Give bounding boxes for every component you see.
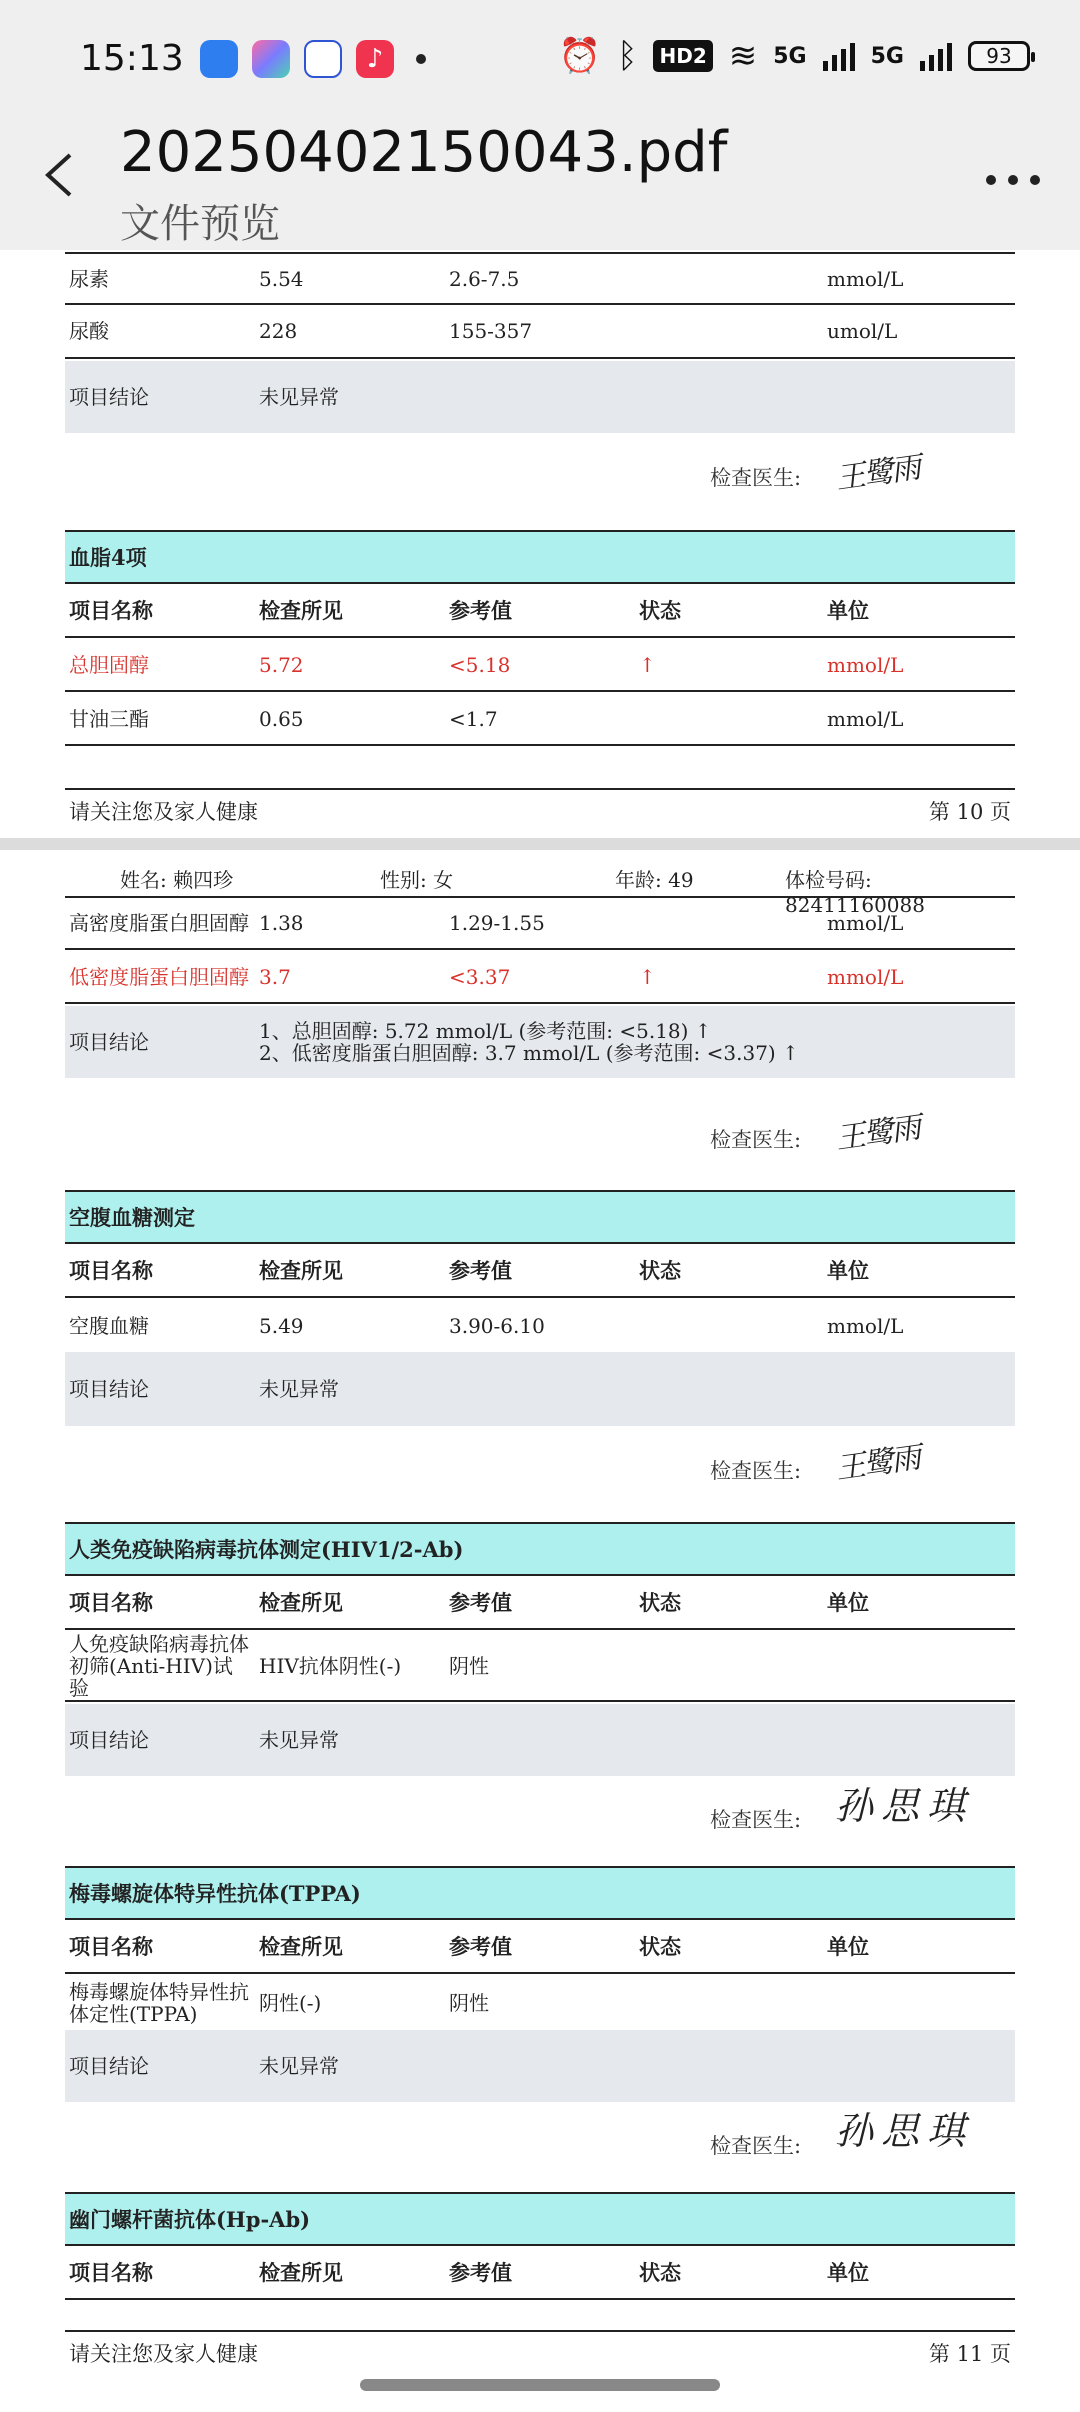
- column-header: 参考值: [449, 2260, 512, 2285]
- network-type-label: 5G: [773, 43, 807, 69]
- doctor-label: 检查医生:: [710, 2134, 802, 2158]
- item-unit: mmol/L: [827, 707, 904, 731]
- column-header: 参考值: [449, 598, 512, 623]
- item-value: 228: [259, 319, 298, 343]
- item-unit: mmol/L: [827, 911, 904, 935]
- column-header: 参考值: [449, 1934, 512, 1959]
- page-footer: [65, 2330, 1015, 2372]
- conclusion-label: 项目结论: [69, 1030, 149, 1054]
- status-bar: [0, 0, 1080, 125]
- back-arrow-icon[interactable]: [40, 150, 80, 200]
- page-footer: [65, 788, 1015, 830]
- page-number: 第 10 页: [928, 800, 1011, 824]
- column-header: 单位: [827, 1590, 869, 1615]
- doctor-signature: 王鹭雨: [833, 1440, 922, 1487]
- home-indicator[interactable]: [360, 2379, 720, 2391]
- bluetooth-icon: ᛒ: [617, 36, 638, 76]
- table-row: [65, 1300, 1015, 1352]
- column-header: 单位: [827, 1934, 869, 1959]
- item-state: [639, 254, 819, 303]
- item-reference: 阴性: [449, 1991, 489, 2015]
- table-row-abnormal: [65, 952, 1015, 1004]
- column-header: 检查所见: [259, 1590, 343, 1615]
- item-reference: 3.90-6.10: [449, 1314, 545, 1338]
- item-unit: mmol/L: [827, 653, 904, 677]
- table-row: [65, 694, 1015, 746]
- doctor-label: 检查医生:: [710, 1459, 802, 1483]
- item-reference: <1.7: [449, 707, 498, 731]
- file-subtitle: 文件预览: [120, 201, 280, 247]
- column-header: 检查所见: [259, 1258, 343, 1283]
- section-header: [65, 530, 1015, 584]
- pdf-page-10: [0, 250, 1080, 838]
- conclusion-label: 项目结论: [69, 1728, 149, 1752]
- table-header-row: [65, 586, 1015, 638]
- item-name: 高密度脂蛋白胆固醇: [69, 911, 249, 935]
- item-name: 空腹血糖: [69, 1314, 149, 1338]
- table-header-row: [65, 2248, 1015, 2300]
- column-header: 项目名称: [69, 598, 153, 623]
- app-notification-icon: [252, 40, 290, 78]
- conclusion-label: 项目结论: [69, 385, 149, 409]
- column-header: 参考值: [449, 1590, 512, 1615]
- table-row: [65, 1976, 1015, 2030]
- column-header: 参考值: [449, 1258, 512, 1283]
- column-header: 状态: [639, 1590, 681, 1615]
- doctor-label: 检查医生:: [710, 466, 802, 490]
- section-title: 幽门螺杆菌抗体(Hp-Ab): [69, 2207, 311, 2232]
- item-name: 梅毒螺旋体特异性抗体定性(TPPA): [69, 1980, 249, 2026]
- conclusion-row: [65, 1006, 1015, 1078]
- table-header-row: [65, 1578, 1015, 1630]
- item-unit: mmol/L: [827, 266, 904, 291]
- conclusion-text: 未见异常: [259, 2054, 339, 2078]
- patient-name: 姓名: 赖四珍: [120, 868, 234, 892]
- section-header: [65, 1522, 1015, 1576]
- item-reference: 2.6-7.5: [449, 266, 520, 291]
- patient-gender: 性别: 女: [380, 868, 454, 892]
- column-header: 检查所见: [259, 1934, 343, 1959]
- column-header: 项目名称: [69, 1258, 153, 1283]
- patient-age: 年龄: 49: [615, 868, 694, 892]
- patient-exam-id: 体检号码: 82411160088: [785, 868, 925, 917]
- item-unit: [827, 1976, 1007, 2030]
- item-reference: 阴性: [449, 1654, 489, 1678]
- column-header: 状态: [639, 1934, 681, 1959]
- item-value: 1.38: [259, 911, 304, 935]
- item-reference: 1.29-1.55: [449, 911, 545, 935]
- item-unit: umol/L: [827, 319, 898, 343]
- page-number: 第 11 页: [928, 2342, 1011, 2366]
- item-value: 3.7: [259, 965, 291, 989]
- conclusion-row: [65, 2030, 1015, 2102]
- alarm-icon: ⏰: [558, 36, 602, 76]
- section-title: 空腹血糖测定: [69, 1205, 195, 1230]
- item-reference: <3.37: [449, 965, 511, 989]
- item-reference: <5.18: [449, 653, 511, 677]
- table-row: [65, 305, 1015, 359]
- doctor-signature: 王鹭雨: [833, 1110, 922, 1157]
- hd-voice-icon: HD2: [653, 40, 712, 72]
- column-header: 单位: [827, 2260, 869, 2285]
- conclusion-text: 未见异常: [259, 1728, 339, 1752]
- table-row: [65, 252, 1015, 305]
- column-header: 状态: [639, 598, 681, 623]
- section-header: [65, 1866, 1015, 1920]
- item-name: 甘油三酯: [69, 707, 149, 731]
- item-unit: mmol/L: [827, 965, 904, 989]
- section-title: 血脂4项: [69, 545, 147, 570]
- item-state: [639, 898, 819, 948]
- more-notifications-dot-icon: [416, 54, 426, 64]
- footer-slogan: 请关注您及家人健康: [69, 800, 258, 824]
- section-header: [65, 1190, 1015, 1244]
- item-value: 5.54: [259, 266, 304, 291]
- column-header: 检查所见: [259, 598, 343, 623]
- item-reference: 155-357: [449, 319, 533, 343]
- doctor-signature: 王鹭雨: [833, 450, 922, 497]
- more-options-icon[interactable]: [986, 175, 1040, 185]
- conclusion-label: 项目结论: [69, 1377, 149, 1401]
- column-header: 单位: [827, 598, 869, 623]
- column-header: 状态: [639, 2260, 681, 2285]
- app-notification-icon: [200, 40, 238, 78]
- conclusion-row: [65, 1704, 1015, 1776]
- column-header: 项目名称: [69, 2260, 153, 2285]
- notification-icons: [200, 40, 426, 78]
- item-state: [639, 694, 819, 744]
- item-value: HIV抗体阴性(-): [259, 1654, 402, 1678]
- signal-strength-icon: [920, 41, 952, 71]
- section-title: 人类免疫缺陷病毒抗体测定(HIV1/2-Ab): [69, 1537, 464, 1562]
- music-notification-icon: ♪: [356, 40, 394, 78]
- file-title: 20250402150043.pdf: [120, 120, 728, 185]
- item-name: 尿酸: [69, 319, 109, 343]
- conclusion-line: 1、总胆固醇: 5.72 mmol/L (参考范围: <5.18) ↑: [259, 1019, 712, 1043]
- conclusion-label: 项目结论: [69, 2054, 149, 2078]
- item-name: 尿素: [69, 266, 109, 291]
- column-header: 项目名称: [69, 1934, 153, 1959]
- item-state: [639, 1300, 819, 1352]
- item-state: [639, 305, 819, 357]
- footer-slogan: 请关注您及家人健康: [69, 2342, 258, 2366]
- item-name: 人免疫缺陷病毒抗体初筛(Anti-HIV)试验: [69, 1632, 249, 1700]
- table-header-row: [65, 1246, 1015, 1298]
- conclusion-line: 2、低密度脂蛋白胆固醇: 3.7 mmol/L (参考范围: <3.37) ↑: [259, 1041, 799, 1065]
- item-value: 阴性(-): [259, 1991, 322, 2015]
- page-separator: [0, 838, 1080, 850]
- baidu-notification-icon: [304, 40, 342, 78]
- column-header: 单位: [827, 1258, 869, 1283]
- system-icons: [559, 36, 1030, 76]
- doctor-label: 检查医生:: [710, 1128, 802, 1152]
- item-value: 0.65: [259, 707, 304, 731]
- battery-icon: 93: [968, 41, 1030, 71]
- network-type-label: 5G: [870, 43, 904, 69]
- conclusion-row: [65, 361, 1015, 433]
- item-name: 低密度脂蛋白胆固醇: [69, 965, 249, 989]
- patient-info-row: [65, 856, 1015, 917]
- doctor-signature: 孙思琪: [835, 2109, 974, 2153]
- item-value: 5.72: [259, 653, 304, 677]
- column-header: 状态: [639, 1258, 681, 1283]
- pdf-page-11: [0, 850, 1080, 2412]
- wifi-icon: ≋: [728, 36, 758, 76]
- item-state: [639, 1632, 819, 1700]
- conclusion-text: 未见异常: [259, 385, 339, 409]
- table-header-row: [65, 1922, 1015, 1974]
- item-unit: [827, 1632, 1007, 1700]
- conclusion-text: [259, 1006, 959, 1092]
- item-unit: mmol/L: [827, 1314, 904, 1338]
- column-header: 检查所见: [259, 2260, 343, 2285]
- signal-strength-icon: [823, 41, 855, 71]
- item-state: ↑: [639, 965, 656, 989]
- doctor-signature: 孙思琪: [835, 1784, 974, 1828]
- item-name: 总胆固醇: [69, 653, 149, 677]
- item-value: 5.49: [259, 1314, 304, 1338]
- app-top-bar: [0, 0, 1080, 250]
- section-title: 梅毒螺旋体特异性抗体(TPPA): [69, 1881, 361, 1906]
- item-state: ↑: [639, 653, 656, 677]
- table-row: [65, 898, 1015, 950]
- status-time: 15:13: [80, 38, 184, 79]
- section-header: [65, 2192, 1015, 2246]
- item-state: [639, 1976, 819, 2030]
- table-row: [65, 1632, 1015, 1702]
- conclusion-text: 未见异常: [259, 1377, 339, 1401]
- column-header: 项目名称: [69, 1590, 153, 1615]
- doctor-label: 检查医生:: [710, 1808, 802, 1832]
- table-row-abnormal: [65, 640, 1015, 692]
- conclusion-row: [65, 1352, 1015, 1426]
